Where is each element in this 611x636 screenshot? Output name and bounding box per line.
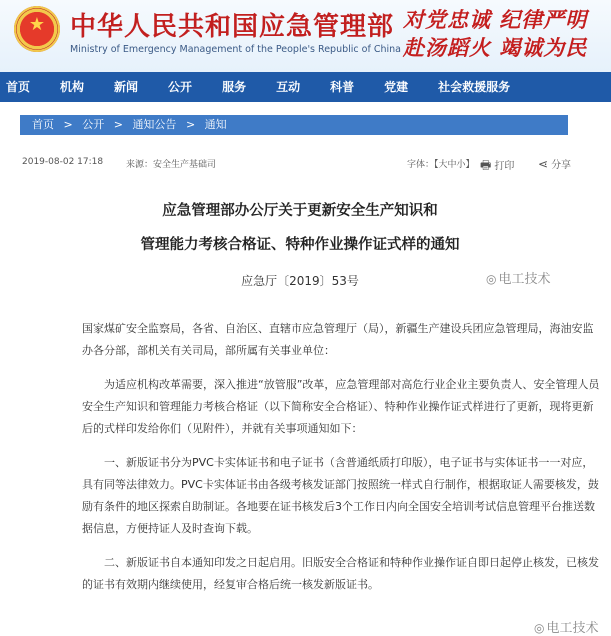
share-icon: ⋖ xyxy=(538,157,549,171)
breadcrumb-separator: > xyxy=(63,118,73,131)
share-button[interactable] xyxy=(538,156,571,171)
document-body xyxy=(82,318,602,608)
article-meta xyxy=(22,154,578,172)
watermark xyxy=(486,268,551,287)
divider xyxy=(0,296,611,302)
site-title[interactable]: 中华人民共和国应急管理部 xyxy=(70,12,395,42)
breadcrumb-home[interactable]: 首页 xyxy=(32,118,54,131)
nav-item-science[interactable]: 科普 xyxy=(330,80,355,94)
document-title-line-2: 管理能力考核合格证、特种作业操作证式样的通知 xyxy=(140,236,460,253)
wechat-icon: ◎ xyxy=(486,272,497,286)
nav-item-organization[interactable]: 机构 xyxy=(60,80,85,94)
main-nav xyxy=(0,72,611,102)
print-label: 打印 xyxy=(494,161,515,172)
breadcrumb-public[interactable]: 公开 xyxy=(82,118,105,131)
nav-item-party[interactable]: 党建 xyxy=(384,80,409,94)
site-subtitle: Ministry of Emergency Management of the People's Republic of China xyxy=(70,44,401,55)
body-paragraph: 为适应机构改革需要，深入推进“放管服”改革，应急管理部对高危行业企业主要负责人、安全管理人员安全生产知识和管理能力考核合格证（以下简称安全合格证）、特种作业操作证式样进行了更新，现将更新后的式样印发给你们（见附件），并就有关事项通知如下： xyxy=(82,378,600,435)
site-header xyxy=(0,0,611,72)
article-source: 来源：安全生产基础司 xyxy=(126,160,217,170)
nav-item-news[interactable]: 新闻 xyxy=(114,80,139,94)
wechat-icon: ◎ xyxy=(534,621,545,635)
breadcrumb-separator: > xyxy=(113,118,123,131)
body-paragraph: 一、新版证书分为PVC卡实体证书和电子证书（含普通纸质打印版），电子证书与实体证书一一对应，具有同等法律效力。PVC卡实体证书由各级考核发证部门按照统一样式自行制作，根据取证人需要核发，鼓励有条件的地区探索自助制证。各地要在证书核发后3个工作日内向全国安全培训考试信息管理平台推送数据信息，方便持证人及时查询下载。 xyxy=(82,456,599,535)
watermark-label: 电工技术 xyxy=(498,272,551,287)
body-paragraph: 二、新版证书自本通知印发之日起启用。旧版安全合格证和特种作业操作证自即日起停止核发，已核发的证书有效期内继续使用，经复审合格后统一核发新版证书。 xyxy=(82,556,599,591)
nav-item-public[interactable]: 公开 xyxy=(168,80,193,94)
nav-item-service[interactable]: 服务 xyxy=(222,80,247,94)
publish-date: 2019-08-02 17:18 xyxy=(22,157,104,167)
share-label: 分享 xyxy=(551,160,572,171)
breadcrumb-separator: > xyxy=(185,118,196,131)
breadcrumb-current[interactable]: 通知 xyxy=(204,118,227,131)
printer-icon: 🖶 xyxy=(480,158,492,172)
breadcrumb-notices[interactable]: 通知公告 xyxy=(132,118,177,131)
body-paragraph: 国家煤矿安全监察局，各省、自治区、直辖市应急管理厅（局），新疆生产建设兵团应急管理局，海油安监办各分部，部机关有关司局，部所属有关事业单位： xyxy=(82,322,594,357)
nav-item-interaction[interactable]: 互动 xyxy=(276,80,301,94)
watermark xyxy=(534,617,599,636)
slogan-line-2: 赴汤蹈火 竭诚为民 xyxy=(403,35,588,60)
font-size-control[interactable]: 字体：【大中小】 xyxy=(407,160,475,170)
nav-item-home[interactable]: 首页 xyxy=(6,80,31,94)
slogan-line-1: 对党忠诚 纪律严明 xyxy=(403,7,588,32)
breadcrumb xyxy=(20,115,568,135)
watermark-label: 电工技术 xyxy=(546,621,599,636)
print-button[interactable] xyxy=(480,156,514,177)
document-number: 应急厅〔2019〕53号 xyxy=(241,274,359,288)
national-emblem-icon[interactable] xyxy=(14,6,60,52)
document-title xyxy=(40,194,560,262)
emblem-star: ★ xyxy=(28,14,46,35)
slogan xyxy=(403,6,588,62)
nav-item-rescue-service[interactable]: 社会救援服务 xyxy=(438,80,511,94)
document-title-line-1: 应急管理部办公厅关于更新安全生产知识和 xyxy=(162,202,438,219)
